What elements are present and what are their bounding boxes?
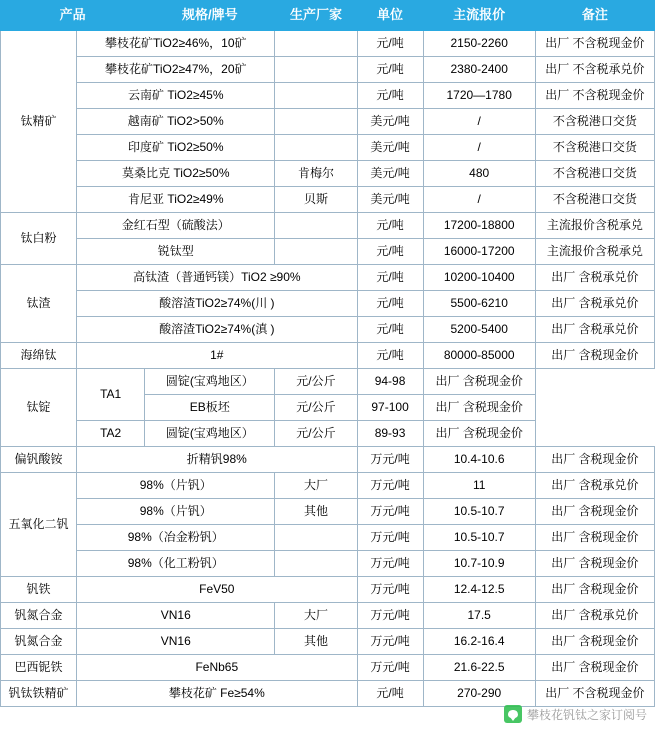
table-row [1, 83, 655, 109]
cell-manufacturer: 肯梅尔 [275, 161, 357, 187]
table-row [1, 499, 655, 525]
cell-spec: 莫桑比克 TiO2≥50% [77, 161, 275, 187]
cell-unit: 万元/吨 [357, 577, 423, 603]
cell-note: 出厂 含税承兑价 [535, 265, 654, 291]
cell-price: / [423, 135, 535, 161]
cell-note: 出厂 含税现金价 [423, 395, 535, 421]
column-header-product: 产品 [1, 1, 145, 31]
cell-note: 出厂 含税承兑价 [535, 291, 654, 317]
column-header-note: 备注 [535, 1, 654, 31]
watermark [504, 705, 647, 723]
cell-unit: 元/吨 [357, 343, 423, 369]
table-row [1, 603, 655, 629]
table-row [1, 343, 655, 369]
cell-note: 出厂 含税现金价 [423, 421, 535, 447]
cell-spec: 攀枝花矿 Fe≥54% [77, 681, 357, 707]
cell-price: 97-100 [357, 395, 423, 421]
cell-note: 不含税港口交货 [535, 187, 654, 213]
cell-manufacturer [275, 239, 357, 265]
cell-manufacturer [275, 135, 357, 161]
cell-manufacturer: 贝斯 [275, 187, 357, 213]
table-row [1, 187, 655, 213]
cell-unit: 万元/吨 [357, 551, 423, 577]
cell-manufacturer [275, 551, 357, 577]
cell-product: 钛精矿 [1, 31, 77, 213]
column-header-unit: 单位 [357, 1, 423, 31]
cell-note: 出厂 含税现金价 [535, 577, 654, 603]
cell-note: 出厂 含税现金价 [535, 343, 654, 369]
table-row [1, 525, 655, 551]
cell-unit: 美元/吨 [357, 161, 423, 187]
cell-manufacturer: 其他 [275, 499, 357, 525]
cell-spec: VN16 [77, 603, 275, 629]
cell-price: 480 [423, 161, 535, 187]
cell-unit: 元/吨 [357, 31, 423, 57]
cell-note: 主流报价含税承兑 [535, 239, 654, 265]
cell-unit: 元/吨 [357, 681, 423, 707]
cell-price: 10.4-10.6 [423, 447, 535, 473]
cell-note: 出厂 不含税承兑价 [535, 57, 654, 83]
column-header-price: 主流报价 [423, 1, 535, 31]
cell-note: 出厂 不含税现金价 [535, 681, 654, 707]
cell-price: 89-93 [357, 421, 423, 447]
table-row [1, 213, 655, 239]
cell-note: 出厂 含税现金价 [535, 525, 654, 551]
table-row [1, 681, 655, 707]
cell-unit: 美元/吨 [357, 135, 423, 161]
cell-manufacturer [275, 109, 357, 135]
cell-product: 钒氮合金 [1, 603, 77, 629]
watermark-label: 攀枝花钒钛之家订阅号 [526, 707, 647, 722]
cell-spec-sub: 圆锭(宝鸡地区） [145, 369, 275, 395]
cell-spec: 攀枝花矿TiO2≥47%，20矿 [77, 57, 275, 83]
cell-price: / [423, 187, 535, 213]
cell-note: 出厂 不含税现金价 [535, 83, 654, 109]
table-row [1, 135, 655, 161]
cell-unit: 万元/吨 [357, 473, 423, 499]
cell-manufacturer: 其他 [275, 629, 357, 655]
table-row [1, 551, 655, 577]
table-row [1, 369, 655, 395]
cell-spec: 印度矿 TiO2≥50% [77, 135, 275, 161]
cell-manufacturer [275, 83, 357, 109]
cell-unit: 万元/吨 [357, 447, 423, 473]
cell-note: 出厂 不含税现金价 [535, 31, 654, 57]
cell-unit: 元/吨 [357, 291, 423, 317]
table-row [1, 291, 655, 317]
cell-spec: FeV50 [77, 577, 357, 603]
cell-spec: VN16 [77, 629, 275, 655]
cell-unit: 元/吨 [357, 57, 423, 83]
cell-product: 钒钛铁精矿 [1, 681, 77, 707]
table-row [1, 109, 655, 135]
cell-note: 出厂 含税现金价 [535, 499, 654, 525]
cell-manufacturer: 大厂 [275, 473, 357, 499]
cell-product: 巴西铌铁 [1, 655, 77, 681]
cell-unit: 万元/吨 [357, 629, 423, 655]
cell-manufacturer [275, 31, 357, 57]
cell-spec: 越南矿 TiO2>50% [77, 109, 275, 135]
cell-spec-sub: EB板坯 [145, 395, 275, 421]
column-header-spec: 规格/牌号 [145, 1, 275, 31]
cell-price: 10.5-10.7 [423, 499, 535, 525]
cell-manufacturer [275, 213, 357, 239]
cell-note: 出厂 含税现金价 [535, 551, 654, 577]
cell-unit: 元/吨 [357, 83, 423, 109]
cell-price: 5200-5400 [423, 317, 535, 343]
cell-note: 出厂 含税承兑价 [535, 473, 654, 499]
table-row [1, 629, 655, 655]
cell-price: 11 [423, 473, 535, 499]
table-row [1, 577, 655, 603]
cell-unit: 元/吨 [357, 239, 423, 265]
wechat-logo-icon [504, 705, 522, 723]
cell-manufacturer [275, 57, 357, 83]
table-row [1, 239, 655, 265]
cell-price: 16.2-16.4 [423, 629, 535, 655]
cell-price: / [423, 109, 535, 135]
cell-unit: 元/吨 [357, 265, 423, 291]
cell-spec: 酸溶渣TiO2≥74%(滇 ) [77, 317, 357, 343]
cell-note: 不含税港口交货 [535, 109, 654, 135]
cell-price: 21.6-22.5 [423, 655, 535, 681]
cell-note: 不含税港口交货 [535, 161, 654, 187]
cell-unit: 万元/吨 [357, 655, 423, 681]
cell-price: 10.5-10.7 [423, 525, 535, 551]
cell-spec: FeNb65 [77, 655, 357, 681]
cell-product: 偏钒酸铵 [1, 447, 77, 473]
column-header-manufacturer: 生产厂家 [275, 1, 357, 31]
cell-note: 出厂 含税现金价 [535, 447, 654, 473]
cell-price: 2380-2400 [423, 57, 535, 83]
cell-note: 主流报价含税承兑 [535, 213, 654, 239]
cell-unit: 万元/吨 [357, 499, 423, 525]
table-body [1, 31, 655, 707]
cell-product: 海绵钛 [1, 343, 77, 369]
cell-unit: 万元/吨 [357, 525, 423, 551]
table-row [1, 473, 655, 499]
table-header-row [1, 1, 655, 31]
table-row [1, 57, 655, 83]
cell-unit: 美元/吨 [357, 187, 423, 213]
cell-price: 1720—1780 [423, 83, 535, 109]
cell-spec: 锐钛型 [77, 239, 275, 265]
cell-spec: 高钛渣（普通钙镁）TiO2 ≥90% [77, 265, 357, 291]
cell-note: 出厂 含税现金价 [423, 369, 535, 395]
cell-manufacturer: 大厂 [275, 603, 357, 629]
table-row [1, 317, 655, 343]
cell-price: 10200-10400 [423, 265, 535, 291]
table-row [1, 655, 655, 681]
cell-spec: 云南矿 TiO2≥45% [77, 83, 275, 109]
cell-manufacturer [275, 525, 357, 551]
cell-price: 10.7-10.9 [423, 551, 535, 577]
cell-spec: TA1 [77, 369, 145, 421]
cell-price: 12.4-12.5 [423, 577, 535, 603]
cell-note: 出厂 含税承兑价 [535, 317, 654, 343]
cell-note: 出厂 含税现金价 [535, 629, 654, 655]
cell-spec: 折精钒98% [77, 447, 357, 473]
table-row [1, 161, 655, 187]
cell-spec-sub: 圆锭(宝鸡地区） [145, 421, 275, 447]
cell-spec: 98%（片钒） [77, 473, 275, 499]
cell-spec: 肯尼亚 TiO2≥49% [77, 187, 275, 213]
cell-price: 80000-85000 [423, 343, 535, 369]
cell-product: 五氧化二钒 [1, 473, 77, 577]
cell-spec: 98%（化工粉钒） [77, 551, 275, 577]
cell-product: 钛渣 [1, 265, 77, 343]
cell-price: 94-98 [357, 369, 423, 395]
cell-unit: 元/吨 [357, 213, 423, 239]
cell-spec: TA2 [77, 421, 145, 447]
table-row [1, 447, 655, 473]
cell-spec: 98%（冶金粉钒） [77, 525, 275, 551]
table-row [1, 31, 655, 57]
table-row [1, 421, 655, 447]
cell-unit: 万元/吨 [357, 603, 423, 629]
cell-spec: 98%（片钒） [77, 499, 275, 525]
cell-product: 钛锭 [1, 369, 77, 447]
cell-price: 5500-6210 [423, 291, 535, 317]
cell-spec: 酸溶渣TiO2≥74%(川 ) [77, 291, 357, 317]
cell-spec: 金红石型（硫酸法） [77, 213, 275, 239]
cell-unit: 元/公斤 [275, 421, 357, 447]
cell-note: 不含税港口交货 [535, 135, 654, 161]
cell-product: 钛白粉 [1, 213, 77, 265]
cell-price: 16000-17200 [423, 239, 535, 265]
cell-unit: 元/吨 [357, 317, 423, 343]
cell-unit: 元/公斤 [275, 395, 357, 421]
cell-price: 270-290 [423, 681, 535, 707]
cell-price: 17200-18800 [423, 213, 535, 239]
cell-unit: 元/公斤 [275, 369, 357, 395]
cell-spec: 1# [77, 343, 357, 369]
cell-price: 17.5 [423, 603, 535, 629]
cell-note: 出厂 含税现金价 [535, 655, 654, 681]
cell-price: 2150-2260 [423, 31, 535, 57]
cell-product: 钒氮合金 [1, 629, 77, 655]
cell-product: 钒铁 [1, 577, 77, 603]
table-row [1, 265, 655, 291]
cell-unit: 美元/吨 [357, 109, 423, 135]
cell-note: 出厂 含税承兑价 [535, 603, 654, 629]
cell-spec: 攀枝花矿TiO2≥46%，10矿 [77, 31, 275, 57]
